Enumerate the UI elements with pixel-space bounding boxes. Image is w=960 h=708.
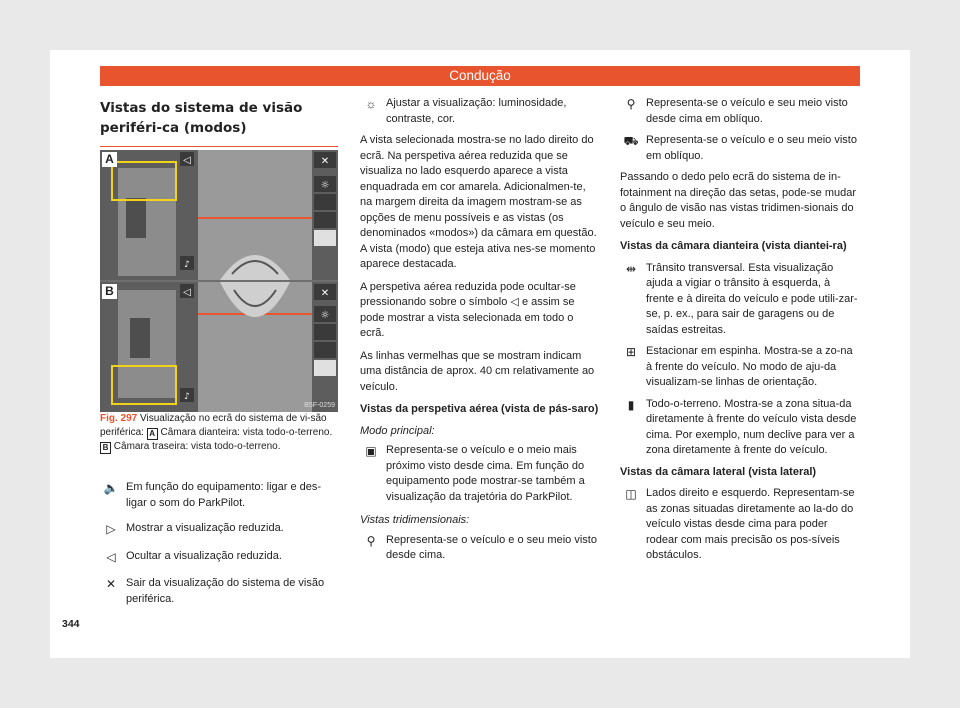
triangle-left-icon: ◁ — [106, 549, 116, 564]
subsection-title: Vistas da câmara dianteira (vista diantei-ra) — [620, 240, 847, 252]
column-3 — [620, 96, 860, 570]
chapter-header: Condução — [100, 66, 860, 86]
caption-box-a: A — [147, 428, 158, 440]
cross-traffic-icon: ⇹ — [625, 261, 637, 276]
car-top-icon — [126, 198, 146, 238]
list-item-text: Mostrar a visualização reduzida. — [126, 522, 284, 534]
offroad-mode-active[interactable] — [314, 360, 336, 376]
list-item-text: Trânsito transversal. Esta visualização ajuda a vigiar o trânsito à esquerda, à frente e à direita do veículo e pode utili-zar-se, p. ex., para sair de garagens ou de saídas estreitas. — [646, 261, 858, 336]
brightness-icon: ☼ — [365, 97, 377, 111]
list-item-text: Ocultar a visualização reduzida. — [126, 549, 282, 562]
svg-text:♪: ♪ — [184, 392, 190, 402]
list-item-text: Representa-se o veículo e o seu meio visto desde cima. — [386, 533, 597, 561]
panel-a-screen — [100, 150, 338, 280]
page-number: 344 — [62, 618, 80, 630]
car-oblique-icon: ⚲ — [626, 97, 636, 111]
svg-text:✕: ✕ — [320, 288, 330, 299]
list-item — [100, 480, 338, 511]
offroad-mode-active[interactable] — [314, 230, 336, 246]
list-item — [360, 533, 600, 564]
panel-a-front-camera — [100, 150, 338, 280]
list-item-text: Ajustar a visualização: luminosidade, contraste, cor. — [386, 97, 567, 125]
list-item — [360, 96, 600, 127]
cross-traffic-mode[interactable] — [314, 194, 336, 210]
mode-label: Modo principal: — [360, 424, 435, 437]
figure-297 — [100, 150, 338, 412]
figure-reference: B5F-0259 — [304, 402, 335, 409]
svg-text:◁: ◁ — [183, 287, 191, 298]
speaker-icon: 🔈 — [103, 481, 119, 495]
list-item-text: Estacionar em espinha. Mostra-se a zo-na à frente do veículo. No modo de aju-da visualizam-se linhas de orientação. — [646, 345, 853, 388]
subsection-title: Vistas da perspetiva aérea (vista de pás-saro) — [360, 403, 599, 415]
car-side-oblique-icon: ⛟ — [623, 134, 639, 148]
car-top-icon — [130, 318, 150, 358]
offroad-icon: ▮ — [627, 397, 635, 412]
svg-text:☼: ☼ — [320, 310, 330, 321]
list-item-text: Representa-se o veículo e o meio mais próximo visto desde cima. Em função do equipamento pode mostrar-se também a visualização da trajetória do ParkPilot. — [386, 444, 585, 503]
list-item — [620, 344, 860, 391]
caption-text-2: Câmara dianteira: vista todo-o-terreno. — [160, 426, 333, 438]
column-2 — [360, 96, 600, 570]
car-top-icon: ▣ — [365, 444, 377, 458]
herringbone-mode[interactable] — [314, 212, 336, 228]
figure-number: Fig. 297 — [100, 413, 138, 424]
list-item — [620, 486, 860, 564]
section-title: Vistas do sistema de visão periféri-ca (modos) — [100, 98, 338, 147]
column-1-icon-list — [100, 480, 338, 613]
car-from-above-icon: ⚲ — [366, 533, 376, 548]
list-item — [100, 576, 338, 607]
column-1 — [100, 98, 338, 147]
panel-a-label: A — [102, 152, 117, 167]
list-item — [360, 443, 600, 505]
list-item — [620, 133, 860, 164]
list-item-text: Sair da visualização do sistema de visão periférica. — [126, 577, 325, 605]
svg-text:✕: ✕ — [320, 156, 330, 167]
list-item — [620, 96, 860, 127]
list-item-text: Em função do equipamento: ligar e des-ligar o som do ParkPilot. — [126, 481, 322, 509]
list-item — [620, 261, 860, 339]
list-item-text: Representa-se o veículo e o seu meio visto em oblíquo. — [646, 134, 857, 162]
panel-b-rear-camera — [100, 282, 338, 412]
list-item — [100, 521, 338, 537]
side-camera-icon: ◫ — [625, 487, 637, 501]
paragraph: As linhas vermelhas que se mostram indicam uma distância de aprox. 40 cm relativamente ao veículo. — [360, 349, 595, 393]
trailer-mode[interactable] — [314, 342, 336, 358]
panel-b-screen — [100, 282, 338, 412]
triangle-right-icon: ▷ — [106, 522, 116, 536]
caption-box-b: B — [100, 442, 111, 454]
caption-text-1: Visualização no ecrã do sistema de vi-são periférica: — [100, 413, 327, 438]
parking-mode[interactable] — [314, 324, 336, 340]
list-item-text: Representa-se o veículo e seu meio visto desde cima em oblíquo. — [646, 97, 848, 125]
list-item — [100, 549, 338, 565]
svg-text:♪: ♪ — [184, 260, 190, 270]
list-item-text: Todo-o-terreno. Mostra-se a zona situa-da diretamente à frente do veículo vista desde cima. Por exemplo, num declive para ver a zona diretamente à frente do veículo. — [646, 397, 857, 456]
figure-caption — [100, 412, 338, 454]
paragraph: A perspetiva aérea reduzida pode ocultar-se pressionando sobre o símbolo ◁ e assim se pode mostrar a vista selecionada em todo o ecrã. — [360, 280, 576, 339]
paragraph: A vista selecionada mostra-se no lado direito do ecrã. Na perspetiva aérea reduzida que se visualiza no lado esquerdo aparece a vista enquadrada em cor amarela. Adicionalmen-te, na margem direita da imagem mostram-se as opções de menu possíveis e as vistas (os denominados «modos») da câmara em questão. A vista (modo) que esteja ativa nes-se momento aparece destacada. — [360, 134, 597, 270]
caption-text-3: Câmara traseira: vista todo-o-terreno. — [113, 440, 281, 452]
list-item — [620, 397, 860, 459]
paragraph: Passando o dedo pelo ecrã do sistema de in-fotainment na direção das setas, pode-se mudar o ângulo de visão nas vistas tridimen-sionais do veículo e seu meio. — [620, 171, 857, 230]
subsection-title: Vistas da câmara lateral (vista lateral) — [620, 465, 817, 478]
list-item-text: Lados direito e esquerdo. Representam-se as zonas situadas diretamente ao la-do do veículo vistas desde cima para poder rodear com mais precisão os pos-síveis obstáculos. — [646, 487, 855, 561]
close-icon: ✕ — [105, 577, 117, 591]
herringbone-parking-icon: ⊞ — [625, 345, 637, 359]
mode-label: Vistas tridimensionais: — [360, 514, 470, 526]
panel-b-label: B — [102, 284, 117, 299]
svg-text:☼: ☼ — [320, 180, 330, 191]
svg-text:◁: ◁ — [183, 155, 191, 166]
